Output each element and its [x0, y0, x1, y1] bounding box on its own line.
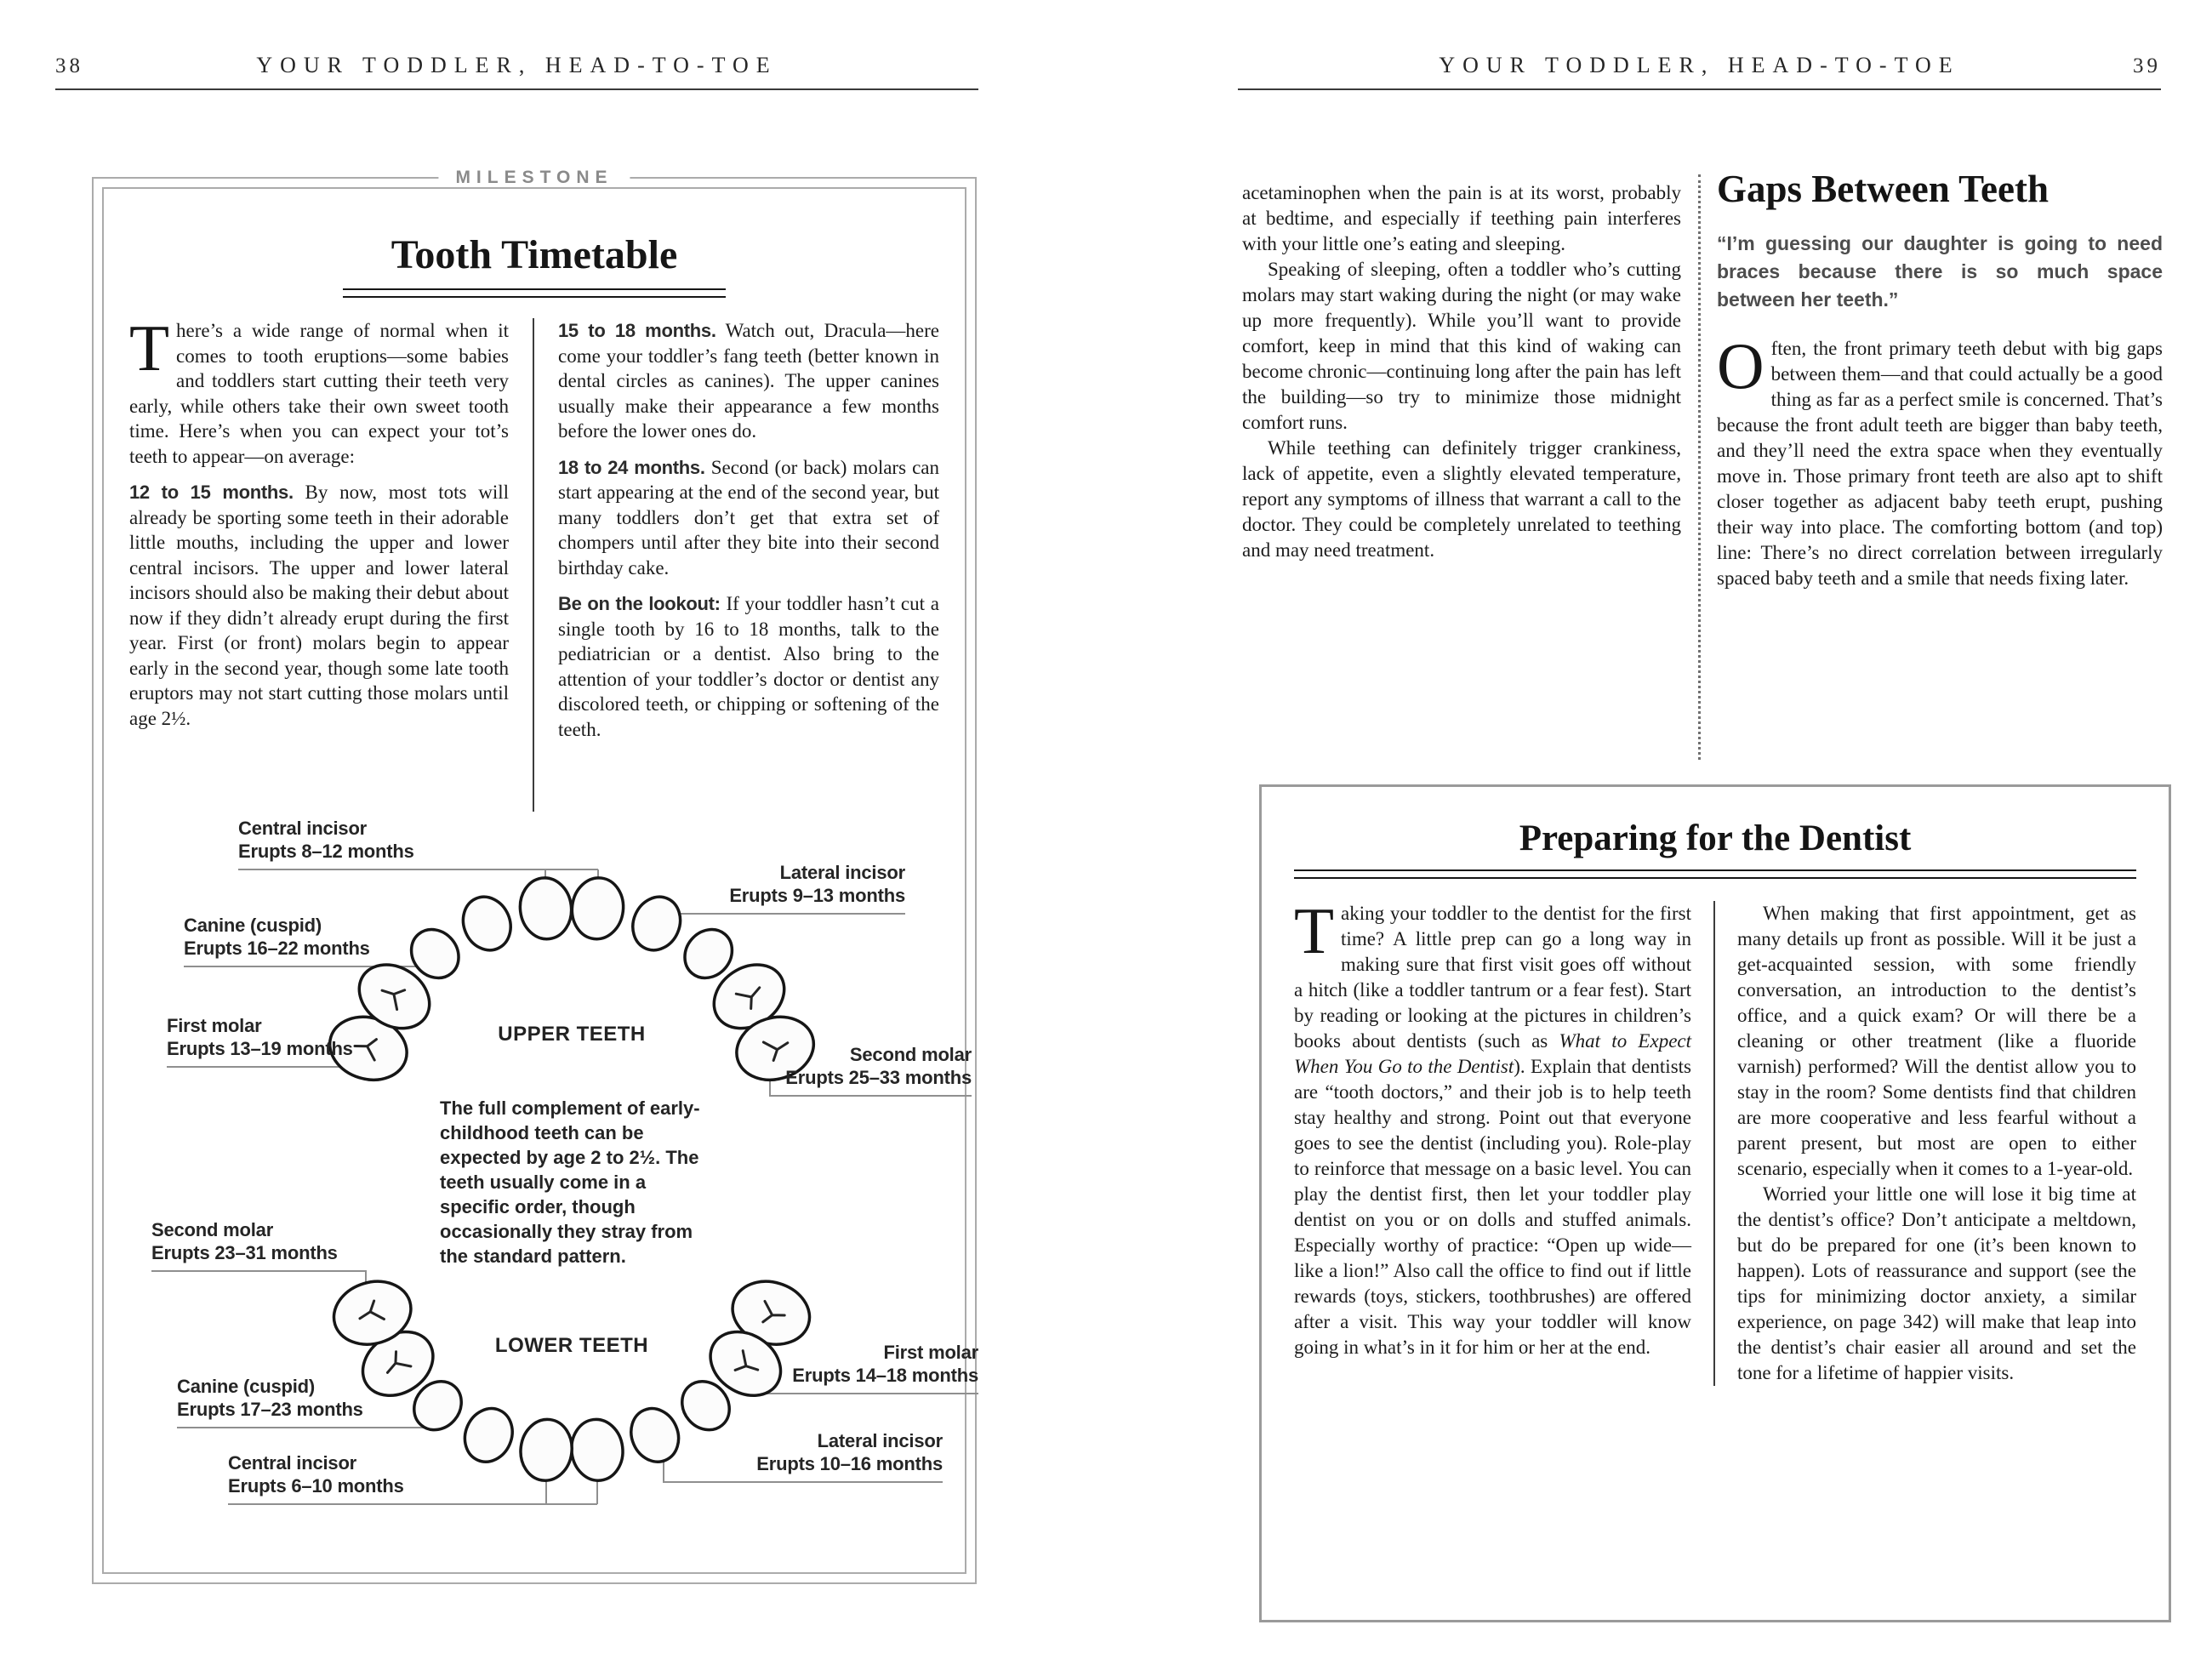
head-rule: [1238, 88, 2161, 90]
label-second-molar-lower: Second molar Erupts 23–31 months: [151, 1219, 338, 1263]
label-central-incisor-lower: Central incisor Erupts 6–10 months: [228, 1452, 404, 1497]
label-canine-lower: Canine (cuspid) Erupts 17–23 months: [177, 1376, 363, 1420]
dentist-paragraph: Worried your little one will lose it big time at the dentist’s office? Don’t anticipate a meltdown, but do be prepared for one (it’s been known to happen). Lots of reassurance and support (see the tips for minimizing doctor anxiety, a similar experience, on page 342) will make that leap into the dentist’s chair easier all around and set the tone for a lifetime of happier visits.: [1737, 1183, 2136, 1383]
timeline-lead-12-15: 12 to 15 months.: [129, 482, 294, 503]
timeline-paragraph: [558, 591, 939, 742]
dentist-columns: [1294, 894, 2136, 1386]
dentist-col-2: [1715, 901, 2136, 1386]
page-number-left: 38: [55, 54, 83, 77]
body-paragraph: While teething can definitely trigger crankiness, lack of appetite, even a slightly elevated temperature, report any symptoms of illness that warrant a call to the doctor. They could be completely unrelated to teething and may need treatment.: [1242, 437, 1681, 561]
title-double-rule: [343, 288, 726, 298]
lower-teeth-caption: LOWER TEETH: [494, 1334, 649, 1357]
right-running-head: [1238, 49, 2161, 87]
milestone-col-2: [534, 318, 939, 812]
head-rule: [55, 88, 978, 90]
body-paragraph: Speaking of sleeping, often a toddler who’s cutting molars may start waking during the night (or may wake up more frequently). While you’ll want to provide comfort, keep in mind that this kind of waking can become chronic—continuing long after the pain has left the building—so try to minimize those midnight comfort runs.: [1242, 259, 1681, 433]
milestone-box: [92, 168, 978, 1584]
tooth-diagram: [129, 813, 980, 1562]
label-central-incisor-upper: Central incisor Erupts 8–12 months: [238, 818, 414, 862]
gaps-between-teeth-section: [1717, 167, 2163, 591]
upper-teeth-caption: UPPER TEETH: [498, 1023, 646, 1046]
timeline-paragraph: [558, 318, 939, 444]
dentist-col-1: [1294, 894, 1715, 1386]
timeline-text: Watch out, Dracula—here come your toddler’s fang teeth (better known in dental circles as canines). The upper canines usually make their appearance a few months before the lower ones do.: [558, 320, 939, 442]
intro-paragraph: There’s a wide range of normal when it comes to tooth eruptions—some babies and toddlers start cutting their teeth very early, while others take their own sweet tooth time. Here’s when you can expect your tot’s teeth to appear—on average:: [129, 311, 509, 467]
upper-teeth-arch: [322, 875, 821, 1089]
label-first-molar-upper: First molar Erupts 13–19 months: [167, 1015, 353, 1059]
timeline-paragraph: [129, 480, 509, 731]
left-running-head: [55, 49, 978, 87]
milestone-columns: [129, 311, 939, 812]
running-head-text: YOUR TODDLER, HEAD-TO-TOE: [1439, 53, 1960, 77]
book-title-italic: What to Expect When You Go to the Dentist: [1294, 1030, 1691, 1077]
label-lateral-incisor-upper: Lateral incisor Erupts 9–13 months: [729, 862, 905, 906]
dotted-column-divider: [1698, 174, 1701, 760]
box-title: Preparing for the Dentist: [1519, 818, 1912, 858]
dentist-paragraph: When making that first appointment, get as many details up front as possible. Will it be just a get-acquainted session, with some friendly conversation, an introduction to the dentist’s office, and a quick exam? Or will there be a cleaning or other treatment (like a fluoride varnish) performed? Will the dentist allow you to stay in the room? Some dentists find that children are more cooperative and less fearful without a parent present, but most are open to either scenario, especially when it comes to a 1-year-old.: [1737, 903, 2136, 1179]
diagram-note: The full complement of early-childhood teeth can be expected by age 2 to 2½. The teeth usually come in a specific order, though occasionally they stray from the standard pattern.: [440, 1097, 700, 1267]
label-first-molar-lower: First molar Erupts 14–18 months: [792, 1342, 978, 1386]
timeline-text: Second (or back) molars can start appearing at the end of the second year, but many toddlers don’t get that extra set of chompers until after they bite into their second birthday cake.: [558, 456, 939, 579]
preparing-for-dentist-box: [1259, 784, 2171, 1622]
dentist-paragraph: Taking your toddler to the dentist for the first time? A little prep can go a long way in making sure that first visit goes off without a hitch (like a toddler tantrum or a fear fest). Start by reading or looking at the pictures in children’s books about dentists (such as What to Expect When You Go to the Dentist). Explain that dentists are “tooth doctors,” and their job is to help teeth stay healthy and strong. Point out that everyone goes to see the dentist (including you). Role-play to reinforce that message on a basic level. You can play the dentist first, then let your toddler play dentist on you or on dolls and stuffed animals. Especially worthy of practice: “Open up wide—like a lion!” Also call the office to find out if little rewards (toys, stickers, toothbrushes) are offered after a visit. This way your toddler will know going in what’s in it for him or her at the end.: [1294, 894, 1691, 1358]
section-title: Gaps Between Teeth: [1717, 168, 2050, 210]
label-canine-upper: Canine (cuspid) Erupts 16–22 months: [184, 915, 370, 959]
timeline-lead-15-18: 15 to 18 months.: [558, 320, 716, 341]
reader-quote: “I’m guessing our daughter is going to need braces because there is so much space between her teeth.”: [1717, 232, 2163, 311]
timeline-paragraph: [558, 455, 939, 581]
milestone-col-1: [129, 311, 534, 812]
timeline-text: If your toddler hasn’t cut a single tooth by 16 to 18 months, talk to the pediatrician or a dentist. Also bring to the attention of your toddler’s doctor or dentist any discolored teeth, or chipping or softening of the teeth.: [558, 593, 939, 740]
label-second-molar-upper: Second molar Erupts 25–33 months: [785, 1044, 972, 1088]
milestone-tag: MILESTONE: [438, 167, 630, 189]
title-double-rule: [1294, 869, 2136, 879]
milestone-box-inner: [102, 187, 978, 1574]
milestone-title: Tooth Timetable: [391, 232, 678, 277]
section-body: Often, the front primary teeth debut with big gaps between them—and that could actually be a good thing as far as a perfect smile is concerned. That’s because the front adult teeth are bigger than baby teeth, and they’ll need the extra space when they eventually move in. Those primary front teeth are also apt to shift closer together as adjacent baby teeth erupt, pushing their way into place. The comforting bottom (and top) line: There’s no direct correlation between irregularly spaced baby teeth and a smile that needs fixing later.: [1717, 329, 2163, 589]
lookout-lead: Be on the lookout:: [558, 593, 721, 614]
teething-continued-column: [1242, 180, 1681, 563]
body-paragraph: acetaminophen when the pain is at its worst, probably at bedtime, and especially if teething pain interferes with your little one’s eating and sleeping.: [1242, 182, 1681, 254]
timeline-text: By now, most tots will already be sporting some teeth in their adorable little mouths, including the upper and lower central incisors. The upper and lower lateral incisors should also be making their debut about now if they didn’t already erupt during the first year. First (or front) molars begin to appear early in the second year, though some late tooth eruptors may not start cutting those molars until age 2½.: [129, 482, 509, 729]
label-lateral-incisor-lower: Lateral incisor Erupts 10–16 months: [756, 1430, 943, 1474]
page-number-right: 39: [2133, 54, 2161, 77]
running-head-text: YOUR TODDLER, HEAD-TO-TOE: [256, 53, 778, 77]
timeline-lead-18-24: 18 to 24 months.: [558, 456, 705, 478]
